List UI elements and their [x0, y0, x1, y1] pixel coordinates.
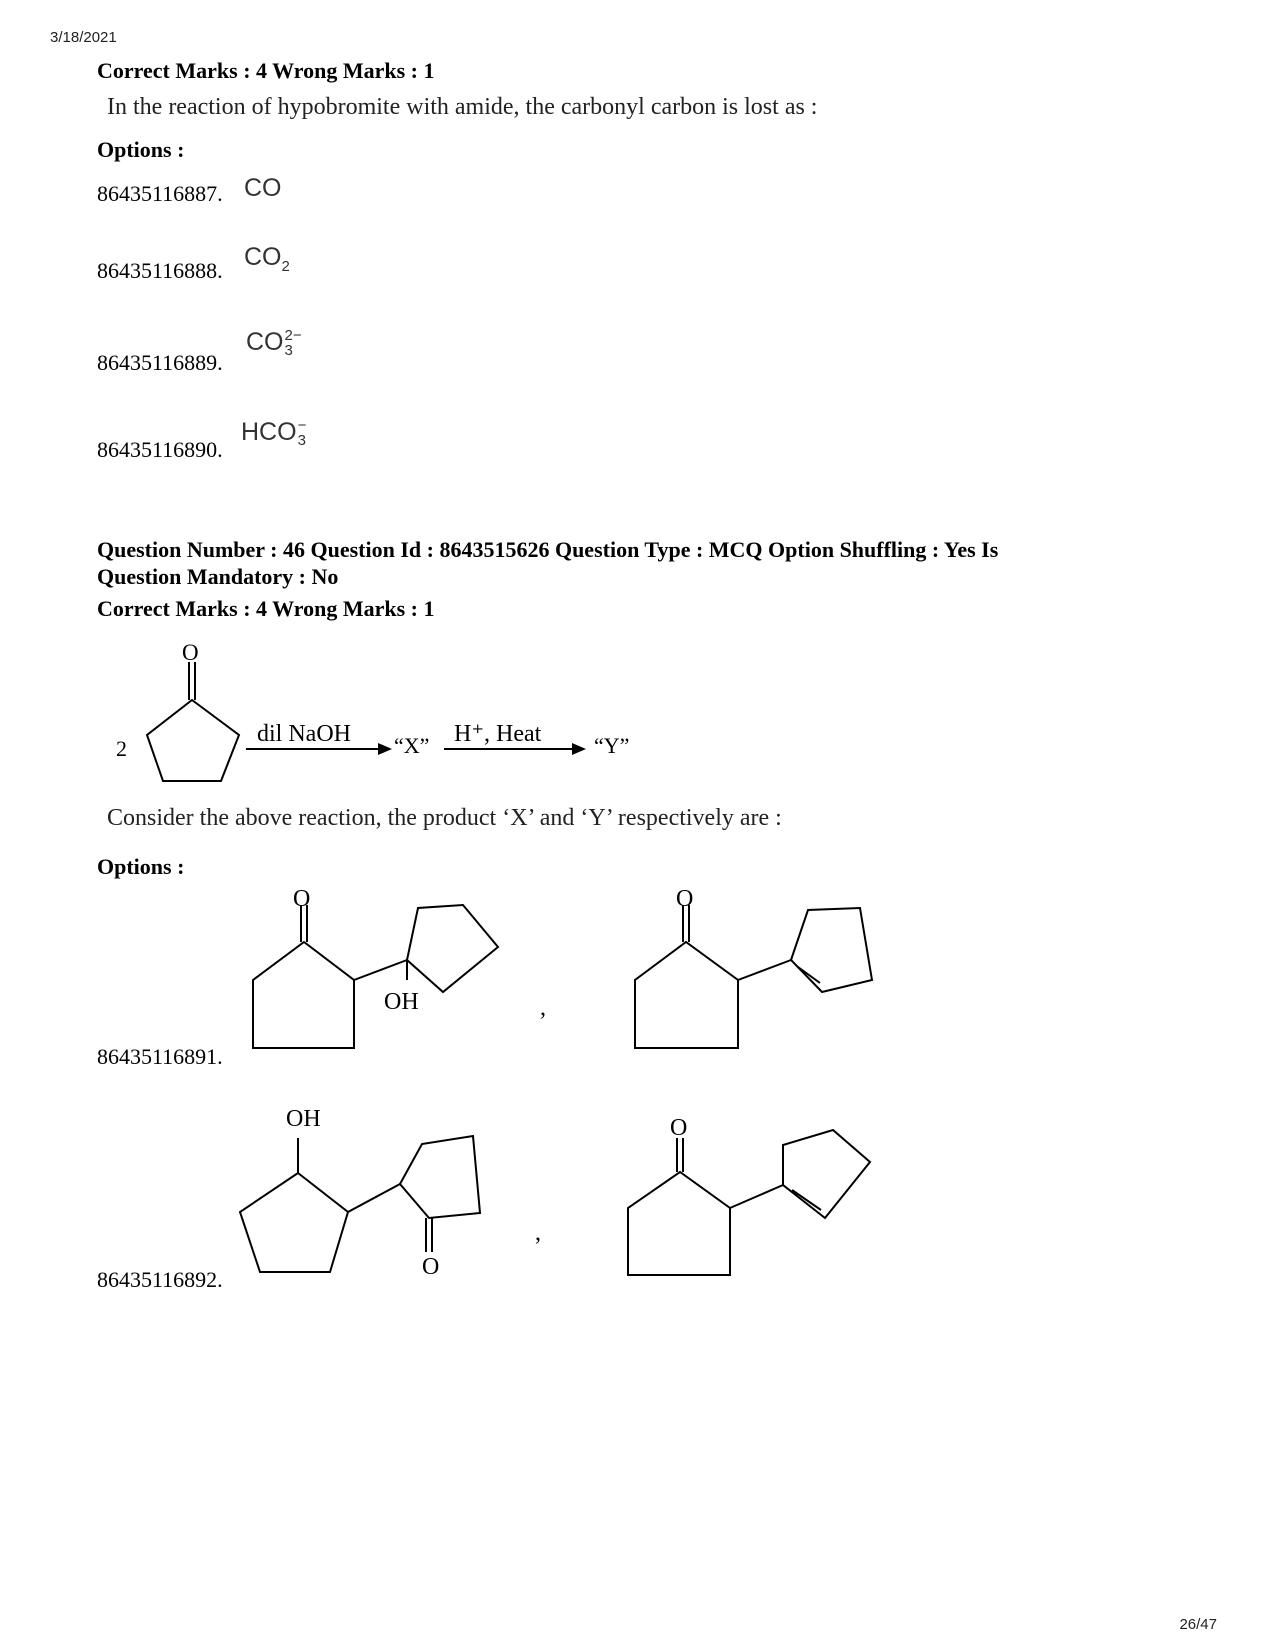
hydroxyl-label: OH [286, 1106, 321, 1132]
q45-option-4-formula[interactable] [241, 418, 306, 448]
product-y: “Y” [594, 733, 630, 758]
q45-option-3-id[interactable]: 86435116889. [97, 350, 223, 375]
cyclopentene-ring [791, 908, 872, 992]
q46-option-1-id[interactable]: 86435116891. [97, 1044, 223, 1069]
cyclopentanone-ring [147, 700, 239, 781]
hydroxyl-label: OH [384, 989, 419, 1015]
q45-option-2-id[interactable]: 86435116888. [97, 258, 223, 283]
q46-meta-line-1: Question Number : 46 Question Id : 8643515626 Question Type : MCQ Option Shuffling : Yes Is [97, 537, 999, 562]
q46-option-2-id[interactable]: 86435116892. [97, 1267, 223, 1292]
q45-stem: In the reaction of hypobromite with amide, the carbonyl carbon is lost as : [107, 94, 818, 120]
ring-link-bond [730, 1185, 783, 1208]
q45-option-1-id[interactable]: 86435116887. [97, 181, 223, 206]
arrow-head [572, 743, 586, 755]
option-separator: , [535, 1220, 541, 1246]
formula-charge: 2− [284, 327, 302, 345]
print-date: 3/18/2021 [50, 29, 117, 46]
ring-link-bond [348, 1184, 400, 1212]
ring-double-bond [798, 967, 820, 983]
formula-subscript: 3 [297, 432, 306, 450]
q45-option-2-formula[interactable] [244, 243, 290, 275]
q46-stem: Consider the above reaction, the product ‘X’ and ‘Y’ respectively are : [107, 805, 782, 831]
ring-link-bond [354, 960, 407, 980]
cyclopentanol-ring [407, 905, 498, 992]
formula-base: CO [246, 328, 284, 356]
reagent-2: H⁺, Heat [454, 721, 542, 747]
ring-double-bond [792, 1190, 821, 1210]
q46-options-label: Options : [97, 854, 185, 879]
q46-marks: Correct Marks : 4 Wrong Marks : 1 [97, 596, 435, 621]
ketone-oxygen: O [670, 1115, 688, 1141]
formula-subscript: 3 [284, 342, 293, 360]
q46-option-2-structures[interactable] [230, 1100, 900, 1285]
ketone-oxygen: O [422, 1254, 440, 1280]
scheme-coefficient: 2 [116, 736, 127, 761]
page-number: 26/47 [1179, 1616, 1217, 1633]
q46-meta-line-2: Question Mandatory : No [97, 564, 339, 589]
formula-base: CO [244, 243, 282, 271]
cyclopentanone-ring [253, 942, 354, 1048]
cyclopentanol-ring [240, 1173, 348, 1272]
q45-option-1-formula[interactable]: CO [244, 174, 282, 202]
formula-subscript: 2 [281, 258, 290, 275]
option-separator: , [540, 995, 546, 1021]
ketone-oxygen: O [293, 886, 311, 912]
cyclopentanone-ring [400, 1136, 480, 1218]
cyclopentanone-ring [628, 1172, 730, 1275]
q45-option-4-id[interactable]: 86435116890. [97, 437, 223, 462]
ketone-oxygen: O [182, 640, 199, 665]
reagent-1: dil NaOH [257, 721, 351, 747]
q45-marks: Correct Marks : 4 Wrong Marks : 1 [97, 58, 435, 83]
q45-option-3-formula[interactable] [246, 328, 302, 358]
q45-options-label: Options : [97, 137, 185, 162]
product-x: “X” [394, 733, 430, 758]
arrow-head [378, 743, 392, 755]
ketone-oxygen: O [676, 886, 694, 912]
formula-base: HCO [241, 418, 297, 446]
formula-charge: − [297, 417, 307, 435]
cyclopentene-ring [783, 1130, 870, 1218]
cyclopentanone-ring [635, 942, 738, 1048]
q46-option-1-structures[interactable] [240, 880, 900, 1060]
reaction-scheme [100, 630, 680, 800]
ring-link-bond [738, 960, 791, 980]
